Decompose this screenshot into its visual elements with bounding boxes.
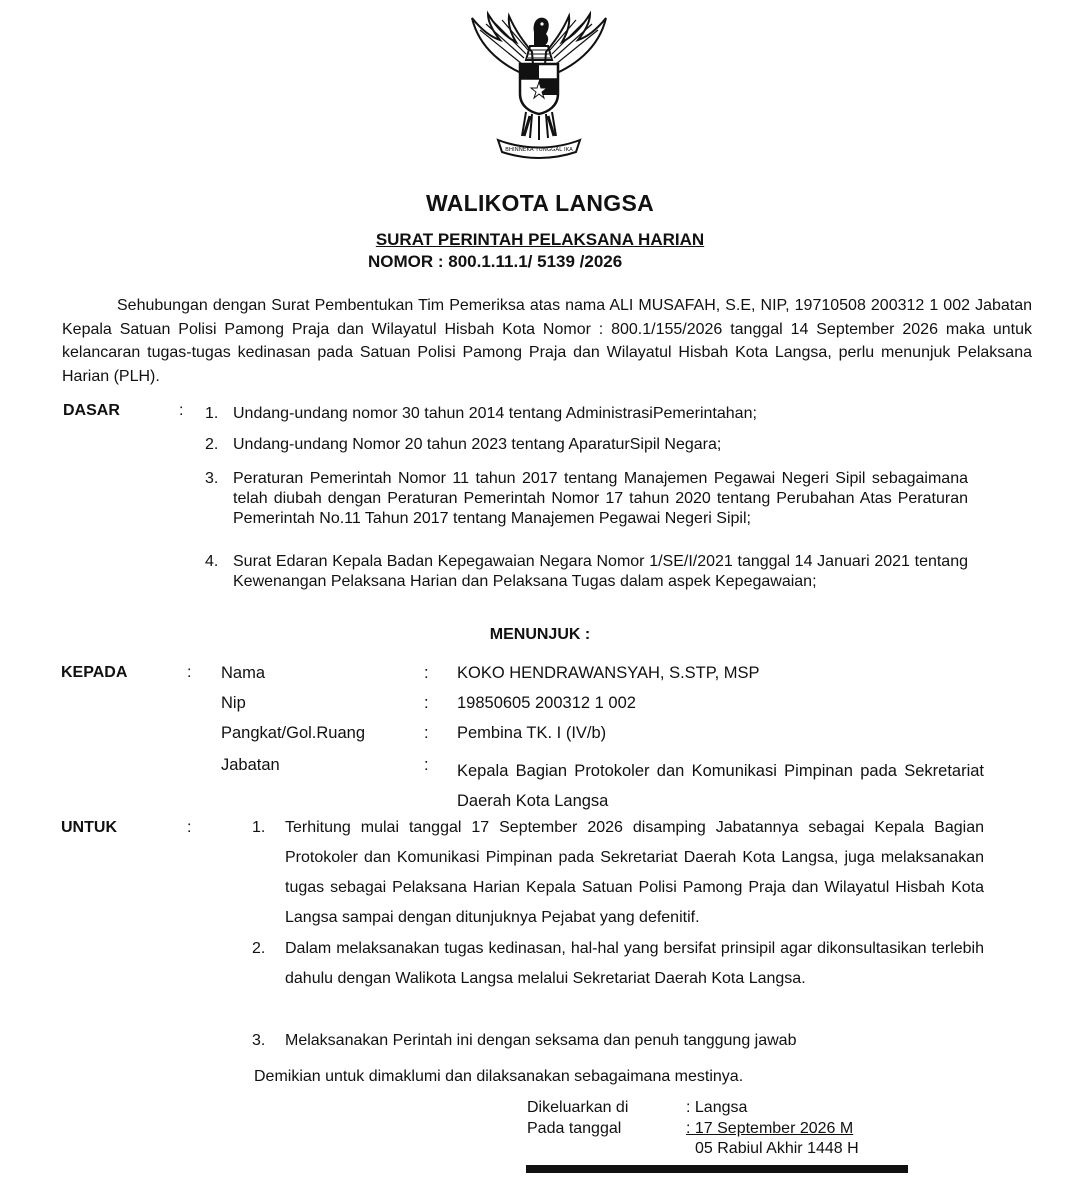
untuk-colon: : [187, 819, 192, 836]
field-label-nip: Nip [221, 694, 246, 712]
field-label-jabatan: Jabatan [221, 756, 280, 774]
issued-at-label: Dikeluarkan di [527, 1099, 629, 1116]
field-value-nama: KOKO HENDRAWANSYAH, S.STP, MSP [457, 664, 760, 682]
dasar-label: DASAR [63, 402, 120, 419]
untuk-item-text: Terhitung mulai tanggal 17 September 2026 disamping Jabatannya sebagai Kepala Bagian Protokoler dan Komunikasi Pimpinan pada Sekretariat Daerah Kota Langsa, juga melaksanakan tugas sebagai Pelaksana Harian Kepala Satuan Polisi Pamong Praja dan Wilayatul Hisbah Kota Langsa sampai dengan ditunjuknya Pejabat yang defenitif. [285, 819, 984, 926]
svg-text:BHINNEKA TUNGGAL IKA: BHINNEKA TUNGGAL IKA [505, 147, 573, 153]
hijri-date: 05 Rabiul Akhir 1448 H [695, 1140, 859, 1157]
untuk-item [252, 813, 984, 933]
dasar-item [205, 469, 968, 529]
field-colon: : [424, 664, 429, 682]
untuk-item [252, 1026, 984, 1056]
field-colon: : [424, 724, 429, 742]
signature-divider [526, 1165, 908, 1173]
dasar-item [205, 552, 968, 592]
kepada-label: KEPADA [61, 664, 128, 681]
dasar-item-text: Peraturan Pemerintah Nomor 11 tahun 2017 tentang Manajemen Pegawai Negeri Sipil sebagaimana telah diubah dengan Peraturan Pemerintah Nomor 17 tahun 2020 tentang Perubahan Atas Peraturan Pemerintah No.11 Tahun 2017 tentang Manajemen Pegawai Negeri Sipil; [233, 470, 968, 527]
untuk-item-number: 3. [252, 1032, 266, 1049]
field-label-nama: Nama [221, 664, 266, 682]
kepada-colon: : [187, 664, 192, 681]
garuda-emblem-icon [464, 8, 614, 168]
untuk-label: UNTUK [61, 819, 117, 836]
dasar-item [205, 404, 968, 424]
dasar-item-text: Undang-undang nomor 30 tahun 2014 tentang AdministrasiPemerintahan; [233, 405, 757, 422]
dasar-item-number: 3. [205, 470, 219, 487]
dasar-item [205, 435, 968, 455]
field-value-nip: 19850605 200312 1 002 [457, 694, 636, 712]
garuda-emblem [464, 8, 614, 168]
dasar-item-number: 2. [205, 436, 219, 453]
untuk-item-number: 1. [252, 819, 266, 836]
dasar-item-number: 1. [205, 405, 219, 422]
dasar-colon: : [179, 402, 184, 419]
page-title: WALIKOTA LANGSA [425, 190, 655, 216]
issued-at-value: : Langsa [686, 1099, 748, 1116]
date-label: Pada tanggal [527, 1120, 622, 1137]
field-colon: : [424, 756, 429, 774]
field-value-jabatan: Kepala Bagian Protokoler dan Komunikasi Pimpinan pada Sekretariat Daerah Kota Langsa [457, 762, 984, 810]
field-value-pangkat: Pembina TK. I (IV/b) [457, 724, 607, 742]
date-value: : 17 September 2026 M [686, 1120, 854, 1137]
untuk-item-number: 2. [252, 940, 266, 957]
dasar-item-text: Surat Edaran Kepala Badan Kepegawaian Negara Nomor 1/SE/I/2021 tanggal 14 Januari 2021 tentang Kewenangan Pelaksana Harian dan Pelaksana Tugas dalam aspek Kepegawaian; [233, 553, 968, 590]
untuk-item [252, 934, 984, 994]
closing-statement: Demikian untuk dimaklumi dan dilaksanakan sebagaimana mestinya. [254, 1068, 744, 1085]
untuk-item-text: Dalam melaksanakan tugas kedinasan, hal-hal yang bersifat prinsipil agar dikonsultasikan terlebih dahulu dengan Walikota Langsa melalui Sekretariat Daerah Kota Langsa. [285, 940, 984, 987]
intro-paragraph: Sehubungan dengan Surat Pembentukan Tim Pemeriksa atas nama ALI MUSAFAH, S.E, NIP, 19710508 200312 1 002 Jabatan Kepala Satuan Polisi Pamong Praja dan Wilayatul Hisbah Kota Nomor : 800.1/155/2026 tanggal 14 September 2026 maka untuk kelancaran tugas-tugas kedinasan pada Satuan Polisi Pamong Praja dan Wilayatul Hisbah Kota Langsa, perlu menunjuk Pelaksana Harian (PLH). [62, 297, 1032, 385]
menunjuk-heading: MENUNJUK : [489, 626, 591, 643]
dasar-item-number: 4. [205, 553, 219, 570]
document-number: NOMOR : 800.1.11.1/ 5139 /2026 [368, 252, 623, 271]
document-type: SURAT PERINTAH PELAKSANA HARIAN [375, 230, 705, 249]
untuk-item-text: Melaksanakan Perintah ini dengan seksama dan penuh tanggung jawab [285, 1032, 797, 1049]
field-colon: : [424, 694, 429, 712]
field-label-pangkat: Pangkat/Gol.Ruang [221, 724, 366, 742]
dasar-item-text: Undang-undang Nomor 20 tahun 2023 tentang AparaturSipil Negara; [233, 436, 722, 453]
